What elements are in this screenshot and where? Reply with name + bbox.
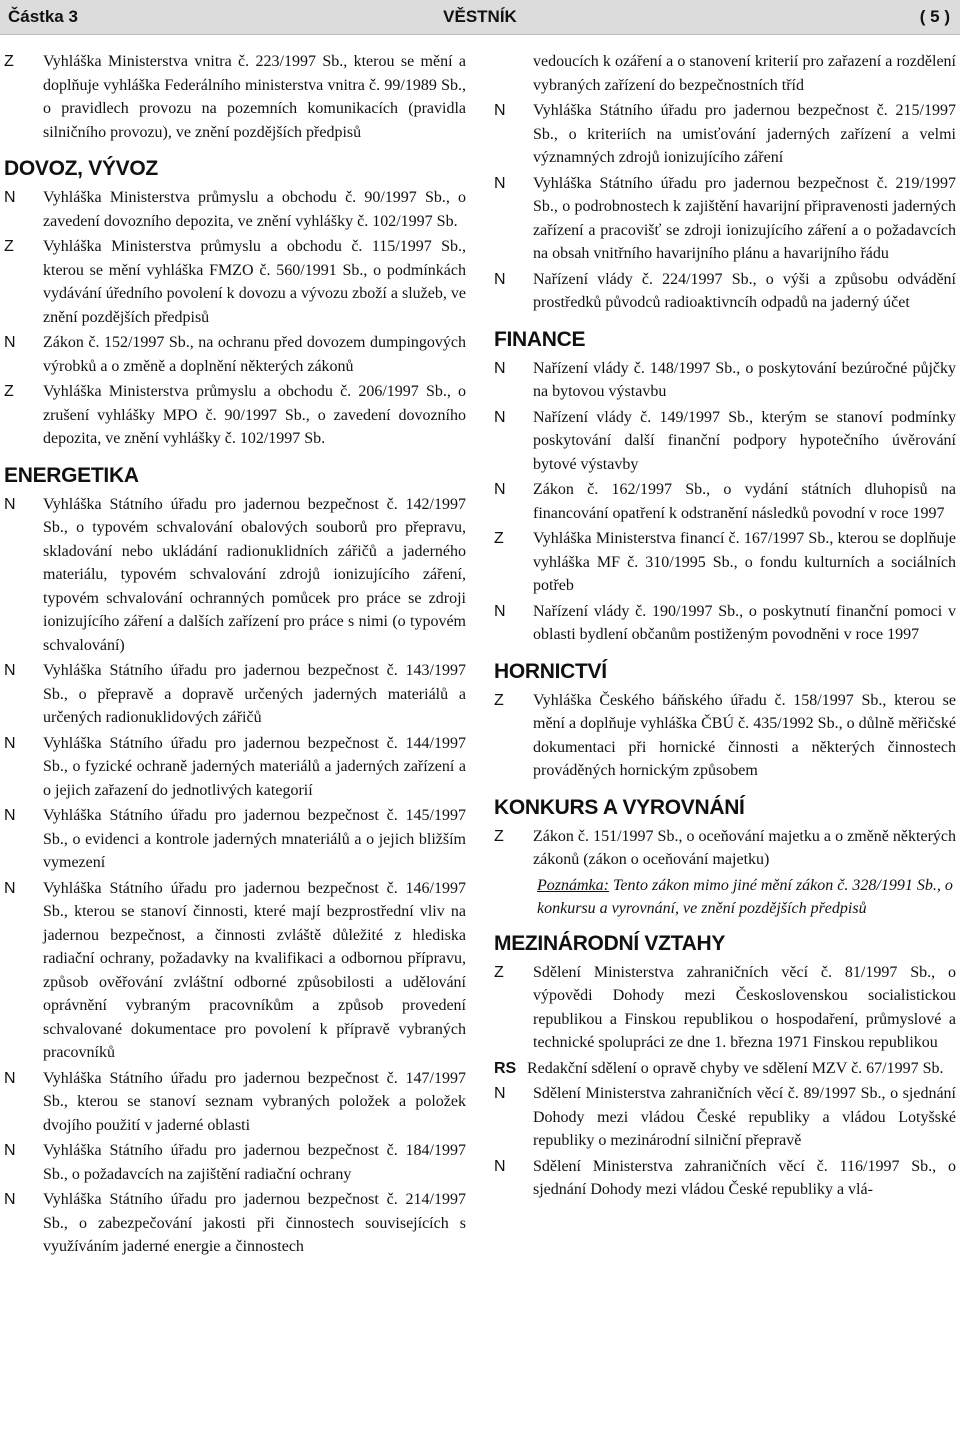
entry-text: Vyhláška Státního úřadu pro jadernou bezpečnost č. 145/1997 Sb., o evidenci a kontrole jaderných mnateriálů a o jejich bližším vymezení bbox=[43, 807, 466, 871]
list-item bbox=[4, 804, 466, 875]
continued-text bbox=[494, 50, 956, 97]
entry-text: Nařízení vlády č. 148/1997 Sb., o poskytování bezúročné půjčky na bytovou výstavbu bbox=[533, 359, 956, 400]
section-mezinarodni bbox=[494, 931, 956, 1202]
entry-text: Redakční sdělení o opravě chyby ve sdělení MZV č. 67/1997 Sb. bbox=[527, 1059, 944, 1077]
issue-number: Částka 3 bbox=[8, 7, 78, 26]
list-item bbox=[4, 877, 466, 1065]
section-title: MEZINÁRODNÍ VZTAHY bbox=[494, 931, 726, 955]
page-number: ( 5 ) bbox=[919, 7, 950, 26]
right-column bbox=[494, 50, 956, 1204]
section-hornictvi bbox=[494, 659, 956, 783]
section-finance bbox=[494, 327, 956, 647]
entry-text: Vyhláška Státního úřadu pro jadernou bezpečnost č. 184/1997 Sb., o požadavcích na zajištění radiační ochrany bbox=[43, 1142, 466, 1183]
journal-title: VĚSTNÍK bbox=[443, 7, 517, 26]
entry-text: Vyhláška Ministerstva průmyslu a obchodu č. 115/1997 Sb., kterou se mění vyhláška FMZO č. 560/1991 Sb., o podmínkách vydávání úředního povolení k dovozu a vývozu zboží a služeb, ve znění pozdějších předpisů bbox=[43, 238, 466, 326]
list-item bbox=[4, 659, 466, 730]
list-item bbox=[494, 600, 956, 647]
list-item bbox=[4, 1139, 466, 1186]
list-item bbox=[4, 1067, 466, 1138]
list-item bbox=[494, 172, 956, 266]
entry-text: Vyhláška Ministerstva průmyslu a obchodu č. 90/1997 Sb., o zavedení dovozního depozita, ve znění vyhlášky č. 102/1997 Sb. bbox=[43, 189, 466, 230]
list-item bbox=[4, 380, 466, 451]
entry-text: Vyhláška Státního úřadu pro jadernou bezpečnost č. 142/1997 Sb., o typovém schvalování obalových souborů pro přepravu, skladování nebo ukládání radionuklidních zářičů a jaderného materiálu, typovém schvalování zdrojů ionizujícího záření, typovém schvalování ochranných pomůcek pro práce se zdroji ionizujícího záření a dalších zařízení pro práce s nimi (o typovém schvalování) bbox=[43, 495, 466, 654]
entry-text: Zákon č. 151/1997 Sb., o oceňování majetku a o změně některých zákonů (zákon o oceňování majetku) bbox=[533, 827, 956, 868]
change-marker: N bbox=[4, 1191, 16, 1208]
list-item bbox=[494, 961, 956, 1055]
list-item bbox=[4, 493, 466, 658]
change-marker: N bbox=[494, 481, 506, 498]
entry-text: Vyhláška Státního úřadu pro jadernou bezpečnost č. 143/1997 Sb., o přepravě a dopravě určených jaderných materiálů a určených radionuklidových zářičů bbox=[43, 662, 466, 726]
list-item bbox=[494, 268, 956, 315]
change-marker: N bbox=[4, 1142, 16, 1159]
list-item bbox=[494, 825, 956, 872]
change-marker: N bbox=[494, 1157, 506, 1175]
section-title: DOVOZ, VÝVOZ bbox=[4, 157, 158, 180]
list-item bbox=[494, 1155, 956, 1202]
change-marker: N bbox=[4, 334, 16, 351]
list-item bbox=[494, 406, 956, 477]
change-marker: N bbox=[4, 1069, 16, 1087]
list-item bbox=[4, 50, 466, 144]
entry-text: Nařízení vlády č. 149/1997 Sb., kterým se stanoví podmínky poskytování další finanční podpory hypotečního úvěrování bytové výstavby bbox=[533, 408, 956, 473]
change-marker: N bbox=[4, 807, 16, 824]
list-item bbox=[494, 1057, 956, 1081]
note-text: Tento zákon mimo jiné mění zákon č. 328/1991 Sb., o konkursu a vyrovnání, ve znění pozdějších předpisů bbox=[537, 876, 953, 917]
change-marker: N bbox=[494, 174, 506, 192]
entry-text: Vyhláška Ministerstva financí č. 167/1997 Sb., kterou se doplňuje vyhláška MF č. 310/1995 Sb., o fondu kulturních a sociálních potřeb bbox=[533, 530, 956, 594]
entry-text: Vyhláška Státního úřadu pro jadernou bezpečnost č. 214/1997 Sb., o zabezpečování jakosti při činnostech souvisejících s využíváním jaderné energie a činnostech bbox=[43, 1191, 466, 1255]
section-konkurs bbox=[494, 795, 956, 921]
entry-text: Zákon č. 162/1997 Sb., o vydání státních dluhopisů na financování opatření k odstranění následků povodní v roce 1997 bbox=[533, 481, 956, 522]
list-item bbox=[494, 478, 956, 525]
list-item bbox=[4, 1188, 466, 1259]
change-marker: Z bbox=[4, 53, 14, 70]
change-marker: N bbox=[4, 879, 16, 897]
list-item bbox=[494, 689, 956, 783]
change-marker: Z bbox=[494, 963, 504, 981]
change-marker: Z bbox=[494, 530, 504, 547]
change-marker: N bbox=[4, 734, 16, 752]
change-marker: N bbox=[4, 495, 16, 513]
note-label: Poznámka: bbox=[537, 876, 609, 894]
entry-text: Vyhláška Státního úřadu pro jadernou bezpečnost č. 147/1997 Sb., kterou se stanoví seznam vybraných položek a položek dvojího použití v jaderné oblasti bbox=[43, 1069, 466, 1134]
change-marker: Z bbox=[494, 691, 504, 709]
page-header bbox=[0, 0, 960, 35]
change-marker: Z bbox=[4, 383, 14, 400]
editorial-note bbox=[494, 874, 956, 921]
section-title: ENERGETIKA bbox=[4, 463, 139, 487]
section-dovoz-vyvoz bbox=[4, 156, 466, 451]
section-title: HORNICTVÍ bbox=[494, 659, 607, 683]
change-marker: Z bbox=[4, 238, 14, 255]
entry-text: Sdělení Ministerstva zahraničních věcí č. 89/1997 Sb., o sjednání Dohody mezi vládou České republiky a vládou Lotyšské republiky o mezinárodní silniční přepravě bbox=[533, 1085, 956, 1149]
entry-text: Vyhláška Státního úřadu pro jadernou bezpečnost č. 215/1997 Sb., o kriteriích na umisťování jaderných zařízení a velmi významných zdrojů ionizujícího záření bbox=[533, 102, 956, 166]
change-marker: N bbox=[4, 189, 16, 206]
change-marker: RS bbox=[494, 1059, 517, 1077]
entry-text: Nařízení vlády č. 190/1997 Sb., o poskytnutí finanční pomoci v oblasti bydlení občanům postiženým povodněni v roce 1997 bbox=[533, 602, 956, 643]
list-item bbox=[4, 235, 466, 329]
list-item bbox=[494, 527, 956, 598]
list-item bbox=[4, 732, 466, 803]
change-marker: N bbox=[494, 102, 506, 119]
list-item bbox=[494, 357, 956, 404]
entry-text: Vyhláška Státního úřadu pro jadernou bezpečnost č. 144/1997 Sb., o fyzické ochraně jaderných materiálů a jaderných zařízení a o jejich zařazení do jednotlivých kategorií bbox=[43, 734, 466, 799]
list-item bbox=[494, 99, 956, 170]
entry-text: Nařízení vlády č. 224/1997 Sb., o výši a způsobu odvádění prostředků původců radioaktivncíh odpadů na jaderný účet bbox=[533, 270, 956, 311]
list-item bbox=[4, 331, 466, 378]
change-marker: N bbox=[494, 270, 506, 288]
entry-text: Sdělení Ministerstva zahraničních věcí č. 116/1997 Sb., o sjednání Dohody mezi vládou České republiky a vlá- bbox=[533, 1157, 956, 1198]
change-marker: N bbox=[494, 359, 506, 377]
change-marker: N bbox=[4, 662, 16, 679]
change-marker: Z bbox=[494, 827, 504, 845]
entry-text: Sdělení Ministerstva zahraničních věcí č. 81/1997 Sb., o výpovědi Dohody mezi Československou socialistickou republikou a Finskou republikou o hospodaření, průmyslové a technické spolupráci ze dne 1. března 1971 Finskou republikou bbox=[533, 963, 956, 1051]
entry-text: Zákon č. 152/1997 Sb., na ochranu před dovozem dumpingových výrobků a o změně a doplnění některých zákonů bbox=[43, 334, 466, 375]
entry-text: Vyhláška Ministerstva průmyslu a obchodu č. 206/1997 Sb., o zrušení vyhlášky MPO č. 90/1997 Sb., o zavedení dovozního depozita, ve znění vyhlášky č. 102/1997 Sb. bbox=[43, 383, 466, 447]
left-column bbox=[4, 50, 466, 1261]
entry-text: vedoucích k ozáření a o stanovení kriterií pro zařazení a rozdělení vybraných zařízení do bezpečnostních tříd bbox=[533, 53, 956, 94]
section-title: KONKURS A VYROVNÁNÍ bbox=[494, 795, 745, 819]
entry-text: Vyhláška Ministerstva vnitra č. 223/1997 Sb., kterou se mění a doplňuje vyhláška Federálního ministerstva vnitra č. 99/1989 Sb., o pravidlech provozu na pozemních komunikacích (pravidla silničního provozu), ve znění pozdějších předpisů bbox=[43, 53, 466, 141]
entry-text: Vyhláška Státního úřadu pro jadernou bezpečnost č. 146/1997 Sb., kterou se stanoví činnosti, které mají bezprostřední vliv na jadernou bezpečnost, a činnosti zvláště důležité z hlediska radiační ochrany, požadavky na kvalifikaci a odbornou přípravu, způsob ověřování zvláštní odborné způsobilosti a udělování oprávnění vybraným pracovníkům a způsob provedení schvalované dokumentace pro povolení k přípravě vybraných pracovníků bbox=[43, 879, 466, 1061]
change-marker: N bbox=[494, 408, 506, 426]
entry-text: Vyhláška Českého báňského úřadu č. 158/1997 Sb., kterou se mění a doplňuje vyhláška ČBÚ č. 435/1992 Sb., o důlně měřičské dokumentaci při hornické činnosti a některých činnostech prováděných hornickým způsobem bbox=[533, 691, 956, 779]
change-marker: N bbox=[494, 1085, 506, 1102]
section-energetika bbox=[4, 463, 466, 1259]
change-marker: N bbox=[494, 602, 506, 620]
section-title: FINANCE bbox=[494, 327, 586, 351]
list-item bbox=[4, 186, 466, 233]
entry-text: Vyhláška Státního úřadu pro jadernou bezpečnost č. 219/1997 Sb., o podrobnostech k zajištění havarijní připravenosti jaderných zařízení a pracovišť se zdroji ionizujícího záření a o požadavcích na obsah vnitřního havarijního plánu a havarijního řádu bbox=[533, 174, 956, 262]
list-item bbox=[494, 1082, 956, 1153]
